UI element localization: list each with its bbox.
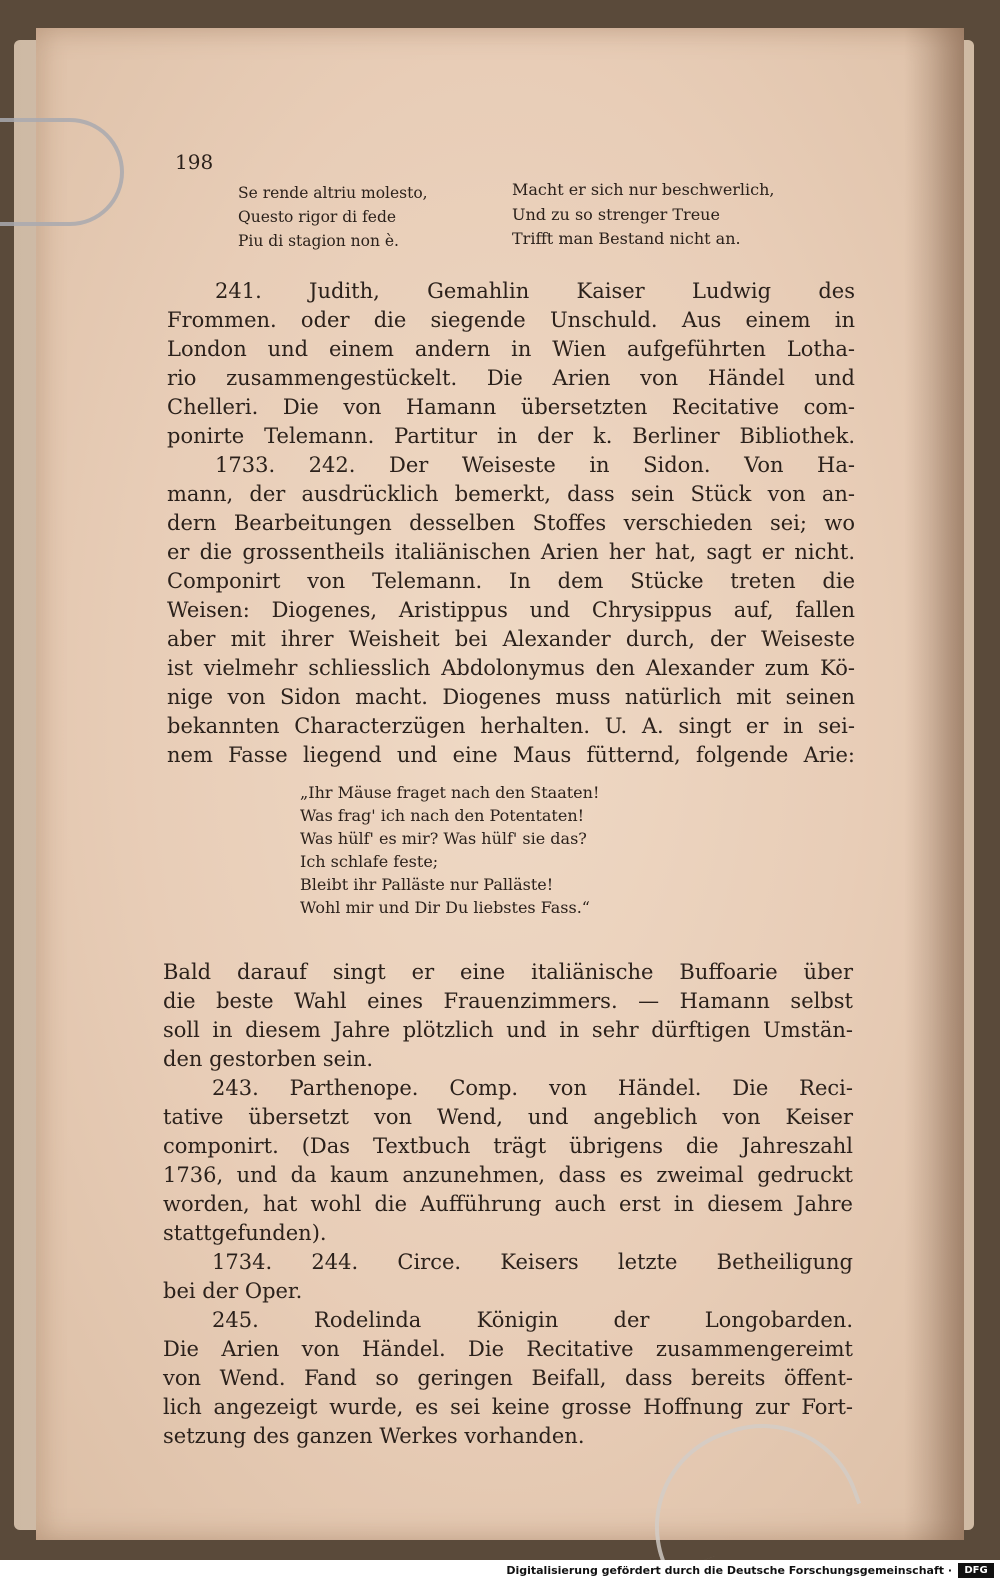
text-line: componirt. (Das Textbuch trägt übrigens die Jahreszahl [163,1134,853,1158]
text-line: 1734. 244. Circe. Keisers letzte Betheiligung [212,1250,853,1274]
paper-clip-top [0,118,124,226]
verse-italian-1: Se rende altriu molesto, [238,184,428,202]
verse-german-1: Macht er sich nur beschwerlich, [512,180,775,199]
text-line: stattgefunden). [163,1221,327,1245]
aria-line: Was hülf' es mir? Was hülf' sie das? [300,829,587,848]
text-line: Bald darauf singt er eine italiänische Buffoarie über [163,960,853,984]
footer-credit: Digitalisierung gefördert durch die Deutsche Forschungsgemeinschaft · [506,1564,952,1577]
text-line: nige von Sidon macht. Diogenes muss natürlich mit seinen [167,685,855,709]
text-line: soll in diesem Jahre plötzlich und in sehr dürftigen Umstän- [163,1018,853,1042]
page-number: 198 [175,150,214,174]
aria-line: Ich schlafe feste; [300,852,439,871]
aria-line: Wohl mir und Dir Du liebstes Fass.“ [300,898,590,917]
text-line: 243. Parthenope. Comp. von Händel. Die Reci- [212,1076,853,1100]
text-line: den gestorben sein. [163,1047,374,1071]
text-line: Frommen. oder die siegende Unschuld. Aus einem in [167,308,855,332]
aria-line: Was frag' ich nach den Potentaten! [300,806,585,825]
text-line: von Wend. Fand so geringen Beifall, dass bereits öffent- [163,1366,853,1390]
aria-line: Bleibt ihr Palläste nur Palläste! [300,875,554,894]
verse-italian-3: Piu di stagion non è. [238,232,399,250]
text-line: er die grossentheils italiänischen Arien her hat, sagt er nicht. [167,540,855,564]
text-line: tative übersetzt von Wend, und angeblich von Keiser [163,1105,853,1129]
text-line: 1736, und da kaum anzunehmen, dass es zweimal gedruckt [163,1163,853,1187]
text-line: Componirt von Telemann. In dem Stücke treten die [167,569,855,593]
aria-line: „Ihr Mäuse fraget nach den Staaten! [300,783,600,802]
text-line: 241. Judith, Gemahlin Kaiser Ludwig des [215,279,855,303]
text-line: dern Bearbeitungen desselben Stoffes verschieden sei; wo [167,511,855,535]
text-line: mann, der ausdrücklich bemerkt, dass sein Stück von an- [167,482,855,506]
text-line: die beste Wahl eines Frauenzimmers. — Hamann selbst [163,989,853,1013]
text-line: worden, hat wohl die Aufführung auch erst in diesem Jahre [163,1192,853,1216]
text-line: rio zusammengestückelt. Die Arien von Händel und [167,366,855,390]
text-line: bekannten Characterzügen herhalten. U. A. singt er in sei- [167,714,855,738]
text-line: setzung des ganzen Werkes vorhanden. [163,1424,585,1448]
dfg-logo: DFG [958,1563,994,1578]
text-line: Weisen: Diogenes, Aristippus und Chrysippus auf, fallen [167,598,855,622]
text-line: Die Arien von Händel. Die Recitative zusammengereimt [163,1337,853,1361]
verse-german-2: Und zu so strenger Treue [512,205,720,224]
text-line: lich angezeigt wurde, es sei keine grosse Hoffnung zur Fort- [163,1395,853,1419]
text-line: ist vielmehr schliesslich Abdolonymus den Alexander zum Kö- [167,656,855,680]
gutter-shadow [904,28,964,1540]
verse-german-3: Trifft man Bestand nicht an. [512,229,741,248]
text-line: 245. Rodelinda Königin der Longobarden. [212,1308,853,1332]
text-line: nem Fasse liegend und eine Maus fütternd, folgende Arie: [167,743,855,767]
text-line: Chelleri. Die von Hamann übersetzten Recitative com- [167,395,855,419]
text-line: bei der Oper. [163,1279,303,1303]
footer-band [0,1560,1000,1582]
text-line: ponirte Telemann. Partitur in der k. Berliner Bibliothek. [167,424,855,448]
verse-italian-2: Questo rigor di fede [238,208,397,226]
text-line: aber mit ihrer Weisheit bei Alexander durch, der Weiseste [167,627,855,651]
text-line: London und einem andern in Wien aufgeführten Lotha- [167,337,855,361]
text-line: 1733. 242. Der Weiseste in Sidon. Von Ha- [215,453,855,477]
